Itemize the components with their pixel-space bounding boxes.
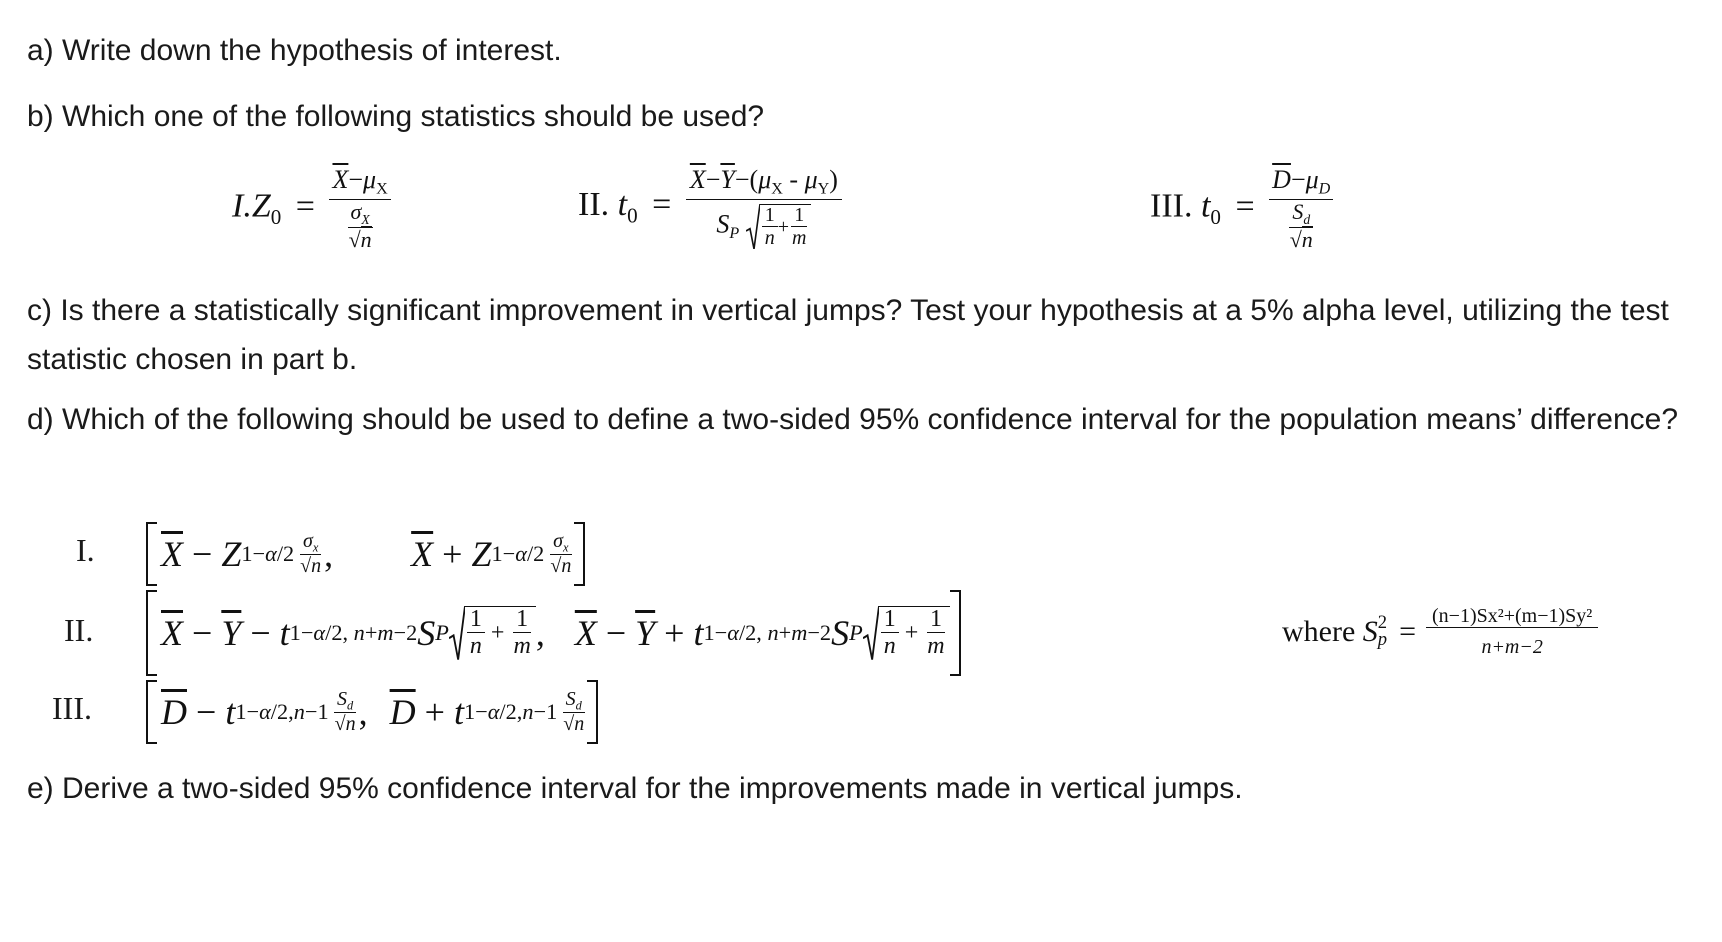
interval-iii-formula: $\overline{D}$ − t 1−α/2,n−1 $\frac{S_d}{√n}$ , $\overline{D}$ + t 1−α/2,n−1 $\frac{S_d}{√n}$ xyxy=(146,680,598,744)
interval-iii-label: III. xyxy=(52,690,92,726)
statistic-ii-formula: II. $t_0$ = $\overline{X}-\overline{Y}-(\mu_X - \mu_Y)$ $S_P$ $\frac{1}{n}$ + $\frac{1}{m}$ xyxy=(578,166,842,249)
pooled-variance-definition: where S 2 p = $\frac{\text{(n−1)Sx²+(m−1)Sy²}}{n+m-2}$ xyxy=(1282,606,1598,658)
interval-ii-formula: $\overline{X}$ − $\overline{Y}$ − t 1−α/2, n+m−2 S P $\frac{1}{n}$ + $\frac{1}{m}$ , $\overline{X}$ − $\overline{Y}$ + t 1−α/2, n+m−2 S P $\frac{1}{n}$ + $\frac{1}{m}$ xyxy=(146,590,961,676)
statistic-i-label: I. xyxy=(232,187,252,225)
interval-i-label: I. xyxy=(76,532,95,568)
statistic-i-formula: $I.Z_0$ = $\frac{\overline{X}-\mu_X}{\frac{\sigma_X}{√n}}$ xyxy=(232,166,391,252)
question-b: b) Which one of the following statistics should be used? xyxy=(27,100,765,133)
statistic-iii-label: III. xyxy=(1150,187,1193,225)
pooled-numerator: (n−1)Sx²+(m−1)Sy² xyxy=(1426,606,1598,628)
question-c: c) Is there a statistically significant improvement in vertical jumps? Test your hypothesis at a 5% alpha level, utilizing the test statistic chosen in part b. xyxy=(27,294,1669,376)
question-e: e) Derive a two-sided 95% confidence interval for the improvements made in vertical jumps. xyxy=(27,772,1243,805)
statistic-iii-formula: III. $t_0$ = $\frac{\overline{D}-\mu_D}{\frac{S_d}{√n}}$ xyxy=(1150,166,1333,252)
statistic-ii-label: II. xyxy=(578,186,610,224)
statistic-ii-fraction: $\overline{X}-\overline{Y}-(\mu_X - \mu_Y)$ $S_P$ $\frac{1}{n}$ + $\frac{1}{m}$ xyxy=(686,166,842,249)
statistic-i-fraction: $\frac{\overline{X}-\mu_X}{\frac{\sigma_X}{√n}}$ xyxy=(329,166,390,252)
question-d: d) Which of the following should be used to define a two-sided 95% confidence interval for the population means’ difference? xyxy=(27,403,1679,436)
interval-i-formula: $\overline{X}$ − Z 1−α/2 $\frac{\sigma_x}{√n}$ , $\overline{X}$ + Z 1−α/2 $\frac{\sigma_x}{√n}$ xyxy=(146,522,585,586)
pooled-denominator: n+m−2 xyxy=(1481,636,1543,658)
where-text: where xyxy=(1282,615,1356,648)
interval-ii-label: II. xyxy=(64,612,94,648)
statistic-iii-fraction: $\frac{\overline{D}-\mu_D}{\frac{S_d}{√n}}$ xyxy=(1269,166,1333,252)
question-a: a) Write down the hypothesis of interest. xyxy=(27,34,562,67)
